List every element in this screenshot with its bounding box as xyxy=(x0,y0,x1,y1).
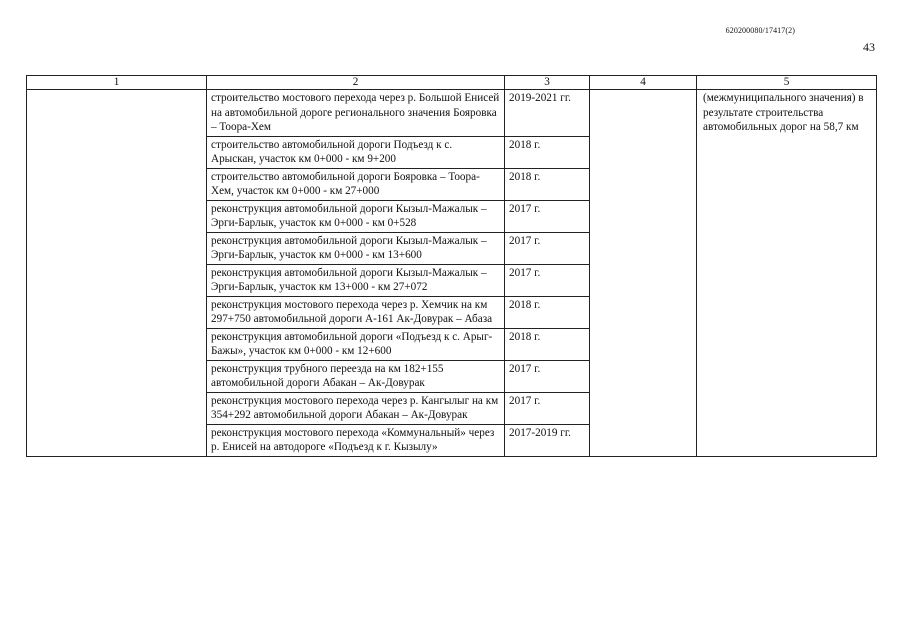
activity-description-cell: реконструкция трубного переезда на км 182+155 автомобильной дороги Абакан – Ак-Довурак xyxy=(207,360,505,392)
expected-result-cell: (межмуниципального значения) в результате строительства автомобильных дорог на 58,7 км xyxy=(697,90,877,457)
activity-description-cell: строительство автомобильной дороги Подъезд к с. Арыскан, участок км 0+000 - км 9+200 xyxy=(207,136,505,168)
period-cell: 2018 г. xyxy=(505,296,590,328)
activity-description-cell: реконструкция мостового перехода через р. Хемчик на км 297+750 автомобильной дороги А-161 Ак-Довурак – Абаза xyxy=(207,296,505,328)
period-cell: 2017 г. xyxy=(505,264,590,296)
activity-description-cell: реконструкция автомобильной дороги Кызыл-Мажалык – Эрги-Барлык, участок км 0+000 - км 0+528 xyxy=(207,200,505,232)
period-cell: 2017 г. xyxy=(505,360,590,392)
column-header-4: 4 xyxy=(590,76,697,90)
activity-description-cell: реконструкция мостового перехода через р. Кангылыг на км 354+292 автомобильной дороги Абакан – Ак-Довурак xyxy=(207,392,505,424)
program-table xyxy=(26,75,877,457)
column-header-2: 2 xyxy=(207,76,505,90)
document-code: 620200080/17417(2) xyxy=(725,26,795,35)
column-4-cell xyxy=(590,90,697,457)
column-header-5: 5 xyxy=(697,76,877,90)
activity-description-cell: строительство автомобильной дороги Бояровка – Тоора-Хем, участок км 0+000 - км 27+000 xyxy=(207,168,505,200)
activity-description-cell: реконструкция автомобильной дороги Кызыл-Мажалык – Эрги-Барлык, участок км 13+000 - км 27+072 xyxy=(207,264,505,296)
activity-description-cell: реконструкция мостового перехода «Коммунальный» через р. Енисей на автодороге «Подъезд к г. Кызылу» xyxy=(207,424,505,456)
activity-description-cell: реконструкция автомобильной дороги Кызыл-Мажалык – Эрги-Барлык, участок км 0+000 - км 13+600 xyxy=(207,232,505,264)
page-number: 43 xyxy=(863,40,875,54)
column-header-1: 1 xyxy=(27,76,207,90)
table-header-row xyxy=(27,76,877,90)
period-cell: 2019-2021 гг. xyxy=(505,90,590,137)
period-cell: 2017 г. xyxy=(505,392,590,424)
activity-description-cell: строительство мостового перехода через р. Большой Енисей на автомобильной дороге регионального значения Бояровка – Тоора-Хем xyxy=(207,90,505,137)
period-cell: 2018 г. xyxy=(505,136,590,168)
period-cell: 2018 г. xyxy=(505,328,590,360)
activity-description-cell: реконструкция автомобильной дороги «Подъезд к с. Арыг-Бажы», участок км 0+000 - км 12+600 xyxy=(207,328,505,360)
period-cell: 2017-2019 гг. xyxy=(505,424,590,456)
period-cell: 2017 г. xyxy=(505,200,590,232)
column-header-3: 3 xyxy=(505,76,590,90)
column-1-cell xyxy=(27,90,207,457)
table-row xyxy=(27,90,877,137)
period-cell: 2017 г. xyxy=(505,232,590,264)
period-cell: 2018 г. xyxy=(505,168,590,200)
